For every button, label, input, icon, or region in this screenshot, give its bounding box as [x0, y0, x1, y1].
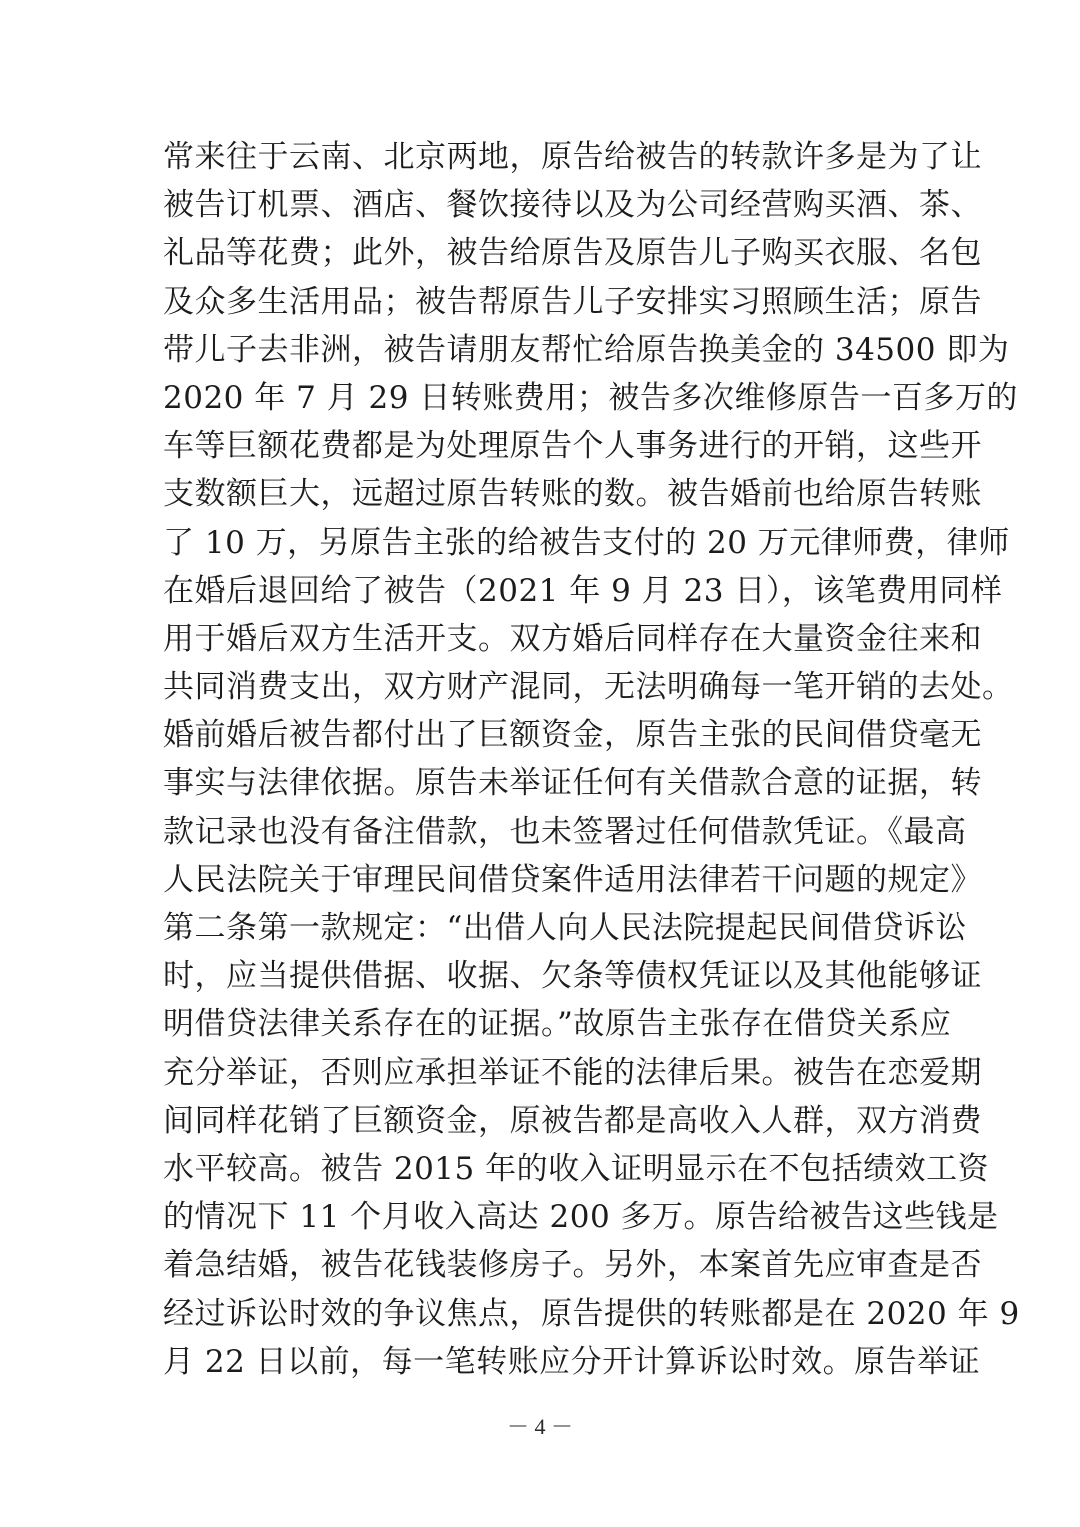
text-line: 支数额巨大，远超过原告转账的数。被告婚前也给原告转账 [163, 476, 982, 513]
text-line: 婚前婚后被告都付出了巨额资金，原告主张的民间借贷毫无 [163, 717, 982, 754]
text-line: 第二条第一款规定：“出借人向人民法院提起民间借贷诉讼 [163, 910, 967, 946]
body-text [163, 133, 1020, 1386]
text-line: 用于婚后双方生活开支。双方婚后同样存在大量资金往来和 [163, 620, 982, 657]
text-line: 充分举证，否则应承担举证不能的法律后果。被告在恋爱期 [163, 1054, 982, 1091]
text-line: 水平较高。被告 2015 年的收入证明显示在不包括绩效工资 [163, 1150, 990, 1187]
text-line: 人民法院关于审理民间借贷案件适用法律若干问题的规定》 [163, 861, 982, 898]
text-line: 月 22 日以前，每一笔转账应分开计算诉讼时效。原告举证 [163, 1343, 981, 1380]
text-line: 明借贷法律关系存在的证据。”故原告主张存在借贷关系应 [163, 1006, 952, 1043]
text-line: 的情况下 11 个月收入高达 200 多万。原告给被告这些钱是 [163, 1199, 999, 1236]
text-line: 间同样花销了巨额资金，原被告都是高收入人群，双方消费 [163, 1102, 982, 1139]
text-line: 2020 年 7 月 29 日转账费用；被告多次维修原告一百多万的 [163, 379, 1018, 416]
text-line: 在婚后退回给了被告（2021 年 9 月 23 日），该笔费用同样 [163, 572, 1003, 609]
text-line: 车等巨额花费都是为处理原告个人事务进行的开销，这些开 [163, 428, 982, 465]
text-line: 被告订机票、酒店、餐饮接待以及为公司经营购买酒、茶、 [163, 187, 982, 224]
text-line: 时，应当提供借据、收据、欠条等债权凭证以及其他能够证 [163, 958, 982, 995]
text-line: 了 10 万，另原告主张的给被告支付的 20 万元律师费，律师 [163, 524, 1010, 561]
page-number: － 4 － [506, 1414, 573, 1439]
text-line: 带儿子去非洲，被告请朋友帮忙给原告换美金的 34500 即为 [163, 331, 1010, 368]
text-line: 常来往于云南、北京两地，原告给被告的转款许多是为了让 [163, 139, 982, 175]
text-line: 礼品等花费；此外，被告给原告及原告儿子购买衣服、名包 [163, 235, 982, 272]
text-line: 着急结婚，被告花钱装修房子。另外，本案首先应审查是否 [163, 1247, 982, 1284]
text-line: 经过诉讼时效的争议焦点，原告提供的转账都是在 2020 年 9 [163, 1295, 1020, 1332]
text-line: 及众多生活用品；被告帮原告儿子安排实习照顾生活；原告 [163, 283, 982, 320]
text-line: 款记录也没有备注借款，也未签署过任何借款凭证。《最高 [163, 813, 967, 850]
text-line: 共同消费支出，双方财产混同，无法明确每一笔开销的去处。 [163, 669, 1014, 706]
text-line: 事实与法律依据。原告未举证任何有关借款合意的证据，转 [163, 765, 982, 802]
